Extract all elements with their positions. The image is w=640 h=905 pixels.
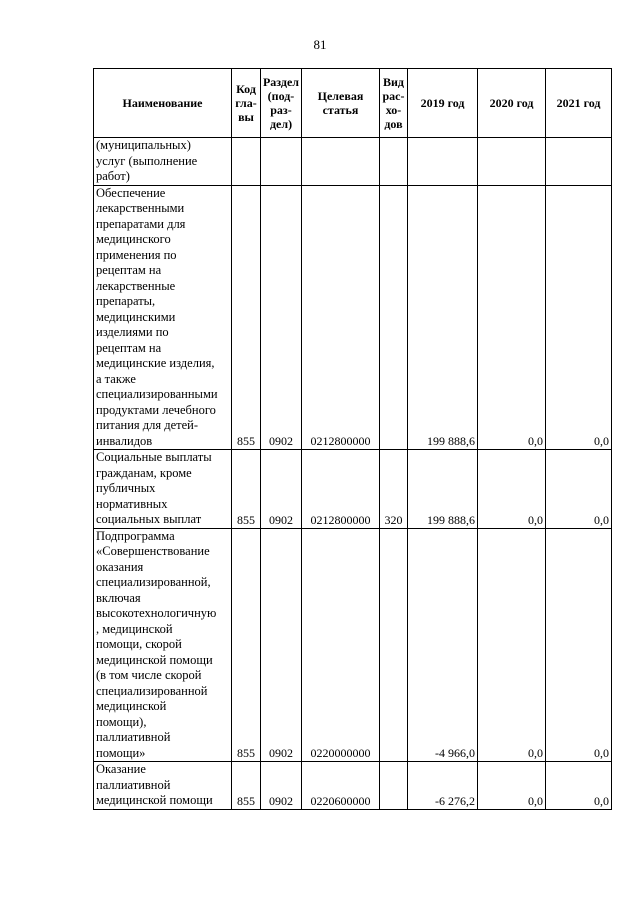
- row-celevaya: 0220600000: [302, 762, 380, 810]
- row-2019: -6 276,2: [408, 762, 478, 810]
- row-celevaya: 0212800000: [302, 450, 380, 529]
- header-2019: 2019 год: [408, 69, 478, 138]
- header-razdel: Раздел (под- раз- дел): [261, 69, 302, 138]
- row-celevaya: 0212800000: [302, 185, 380, 450]
- row-razdel: 0902: [261, 450, 302, 529]
- row-vid: [380, 528, 408, 762]
- table-row: [94, 762, 612, 810]
- row-razdel: 0902: [261, 762, 302, 810]
- row-razdel: 0902: [261, 185, 302, 450]
- table-row: [94, 185, 612, 450]
- row-razdel: 0902: [261, 528, 302, 762]
- row-2020: [478, 138, 546, 186]
- row-2021: 0,0: [546, 185, 612, 450]
- header-2020: 2020 год: [478, 69, 546, 138]
- row-2021: 0,0: [546, 528, 612, 762]
- table-row: [94, 528, 612, 762]
- header-celevaya-statya: Целевая статья: [302, 69, 380, 138]
- row-vid: [380, 762, 408, 810]
- header-kod-glavy: Код гла- вы: [232, 69, 261, 138]
- row-2020: 0,0: [478, 528, 546, 762]
- row-2021: [546, 138, 612, 186]
- header-row: [94, 69, 612, 138]
- row-kod: 855: [232, 450, 261, 529]
- row-vid: [380, 138, 408, 186]
- row-celevaya: 0220000000: [302, 528, 380, 762]
- row-name: Оказание паллиативной медицинской помощи: [94, 762, 232, 810]
- row-name: Обеспечение лекарственными препаратами для медицинского применения по рецептам на лекарственные препараты, медицинскими изделиями по рецептам на медицинские изделия, а также специализированными продуктами лечебного питания для детей- инвалидов: [94, 185, 232, 450]
- budget-table: [93, 68, 612, 810]
- row-celevaya: [302, 138, 380, 186]
- header-2021: 2021 год: [546, 69, 612, 138]
- row-2021: 0,0: [546, 762, 612, 810]
- row-2020: 0,0: [478, 450, 546, 529]
- header-vid-rashodov: Вид рас- хо- дов: [380, 69, 408, 138]
- row-kod: [232, 138, 261, 186]
- row-2020: 0,0: [478, 185, 546, 450]
- table-row: [94, 138, 612, 186]
- table-row: [94, 450, 612, 529]
- row-2019: 199 888,6: [408, 450, 478, 529]
- row-2019: [408, 138, 478, 186]
- row-kod: 855: [232, 528, 261, 762]
- row-vid: 320: [380, 450, 408, 529]
- row-kod: 855: [232, 185, 261, 450]
- header-name: Наименование: [94, 69, 232, 138]
- row-2019: 199 888,6: [408, 185, 478, 450]
- page-number: 81: [313, 37, 327, 52]
- row-name: Социальные выплаты гражданам, кроме публичных нормативных социальных выплат: [94, 450, 232, 529]
- row-kod: 855: [232, 762, 261, 810]
- row-vid: [380, 185, 408, 450]
- row-2021: 0,0: [546, 450, 612, 529]
- row-2020: 0,0: [478, 762, 546, 810]
- row-razdel: [261, 138, 302, 186]
- row-2019: -4 966,0: [408, 528, 478, 762]
- row-name: (муниципальных) услуг (выполнение работ): [94, 138, 232, 186]
- row-name: Подпрограмма «Совершенствование оказания специализированной, включая высокотехнологичную , медицинской помощи, скорой медицинской помощи (в том числе скорой специализированной медицинской помощи), паллиативной помощи»: [94, 528, 232, 762]
